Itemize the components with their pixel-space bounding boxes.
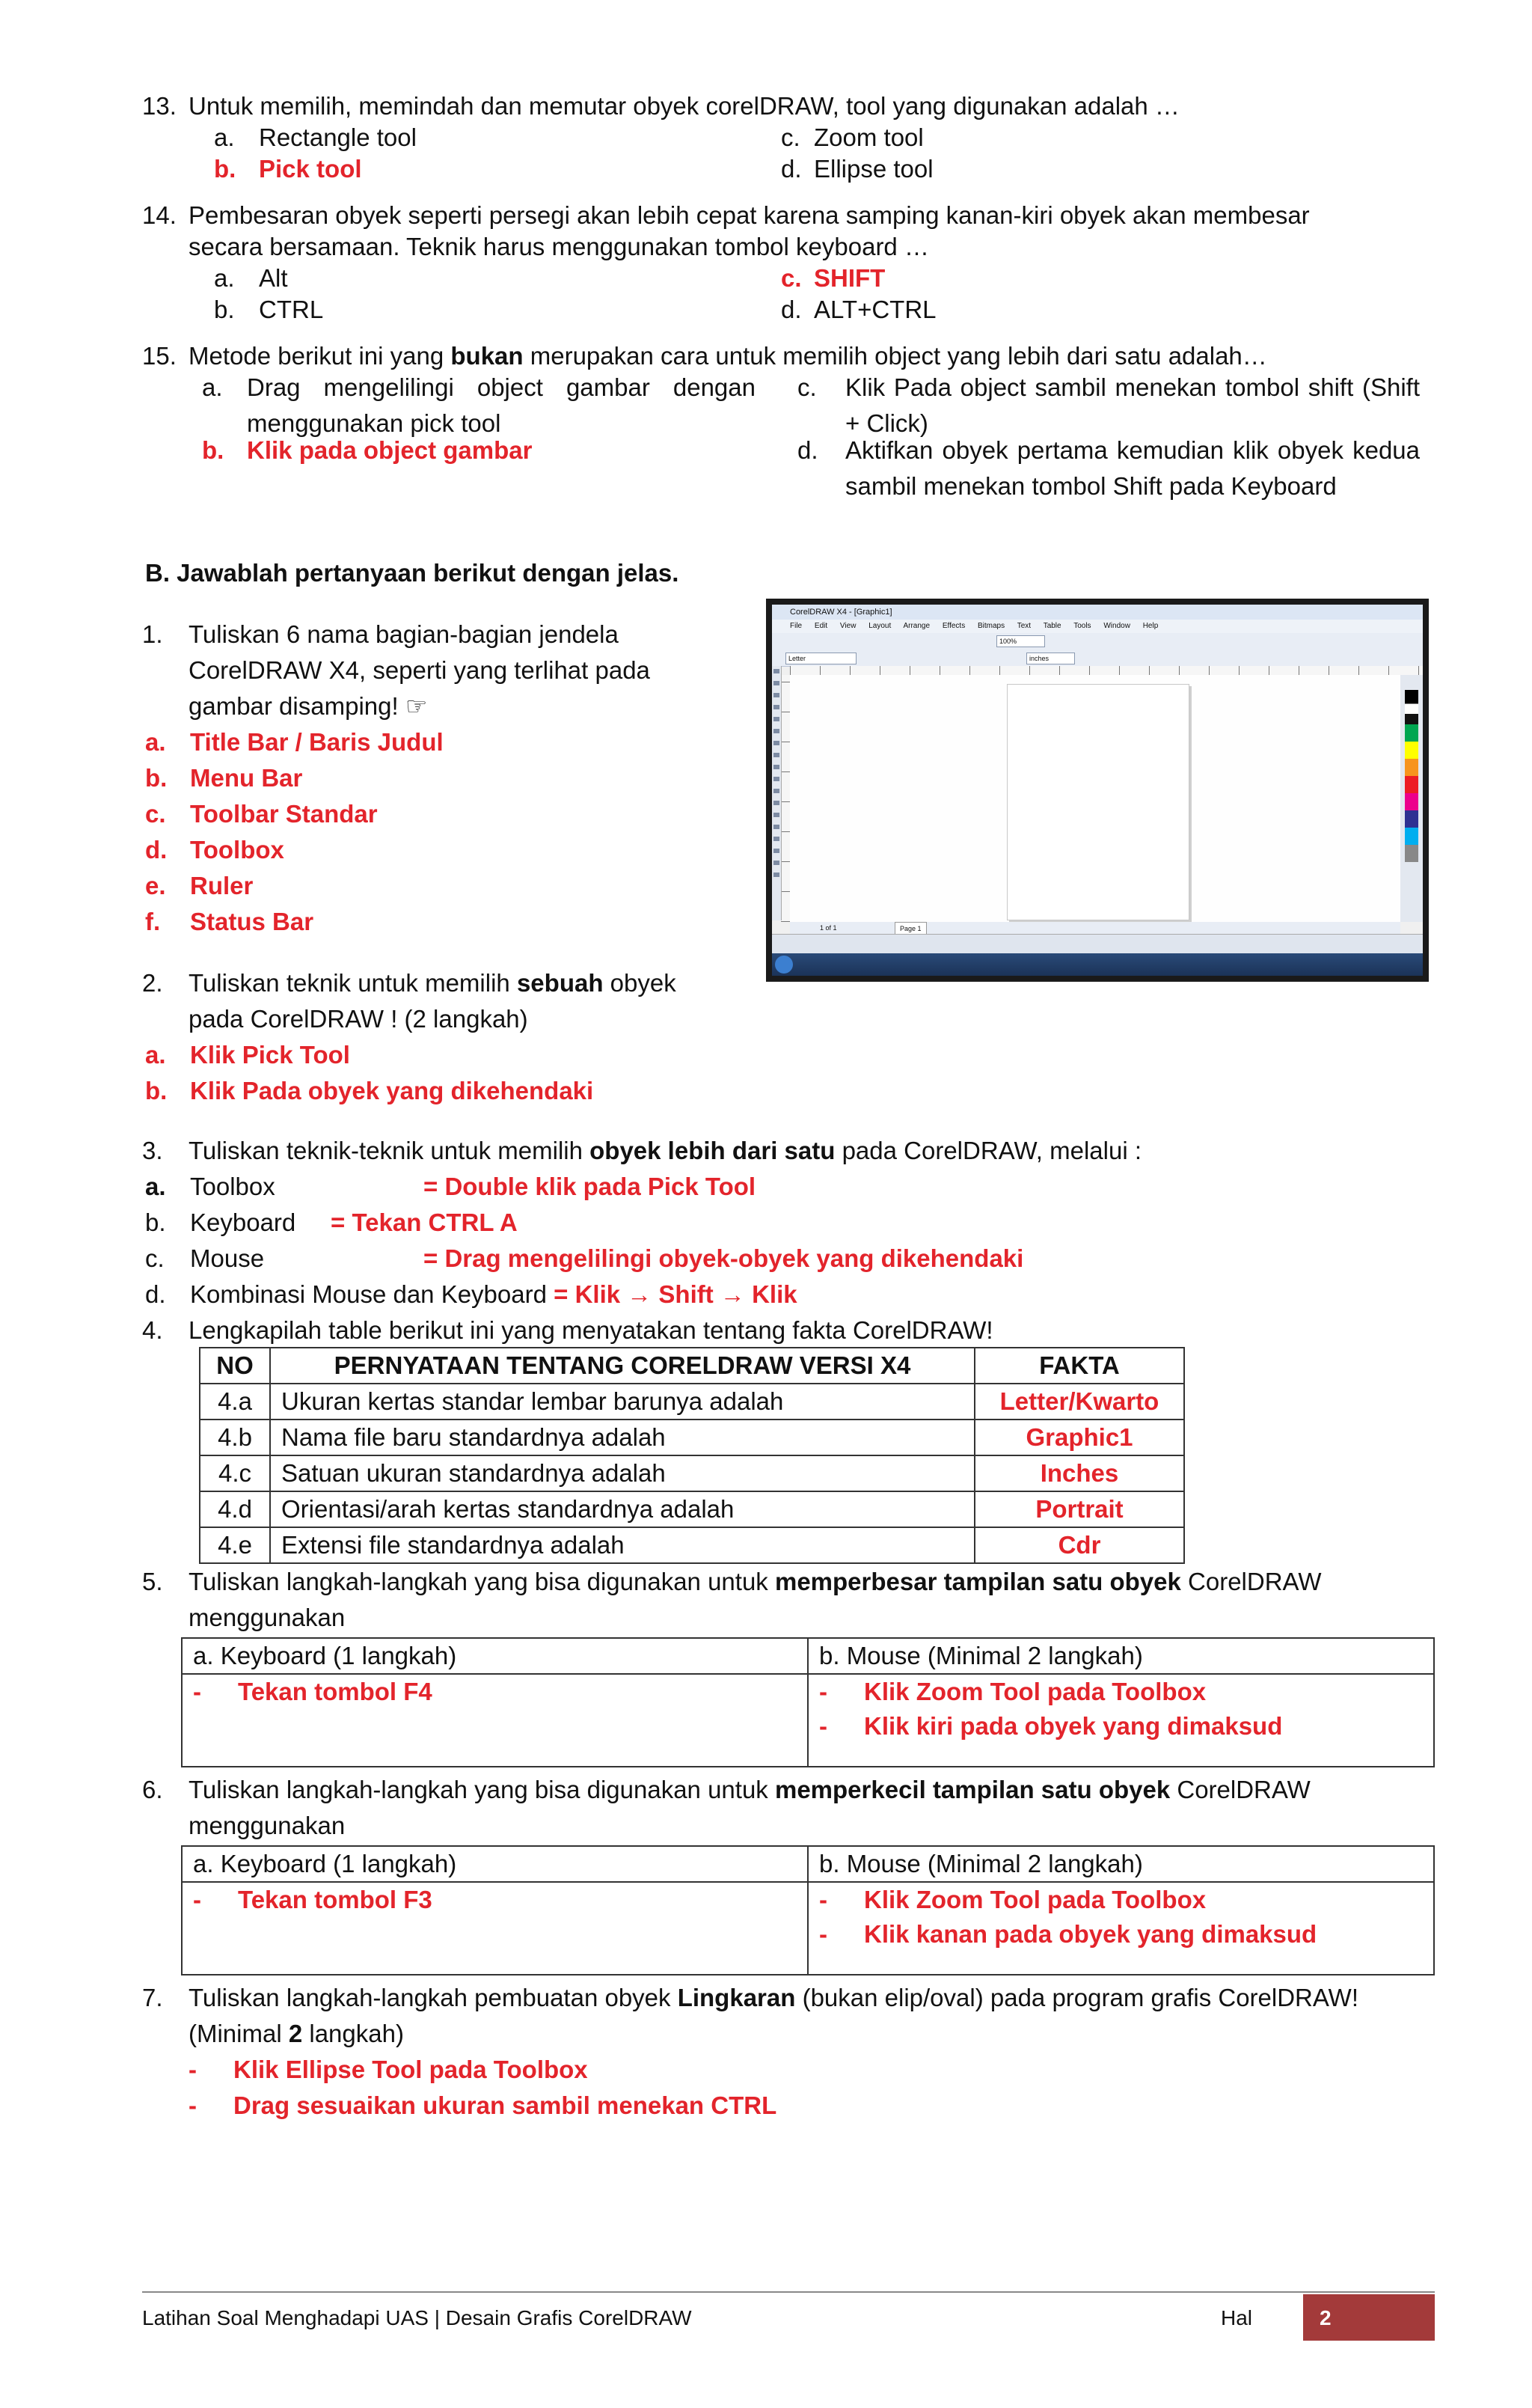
option-text: Pick tool	[259, 155, 362, 183]
option-text: SHIFT	[814, 264, 886, 292]
text-bold: bukan	[450, 342, 524, 370]
answer-text: Klik Pada obyek yang dikehendaki	[190, 1077, 594, 1104]
row-fact: Inches	[975, 1455, 1184, 1491]
item-text: Toolbox	[190, 1173, 275, 1200]
mouse-steps	[808, 1882, 1434, 1975]
text-run: langkah)	[302, 2020, 404, 2047]
question-text-line2: pada CorelDRAW ! (2 langkah)	[189, 1005, 528, 1033]
text-run: (bukan elip/oval) pada program grafis CorelDRAW!	[795, 1984, 1358, 2011]
step	[193, 1675, 797, 1709]
header-statement: PERNYATAAN TENTANG CORELDRAW VERSI X4	[270, 1348, 975, 1384]
answer-item	[145, 868, 444, 904]
keyboard-steps	[182, 1674, 808, 1767]
text-run: Tuliskan langkah-langkah pembuatan obyek	[189, 1984, 678, 2011]
answer-item	[145, 760, 444, 796]
row-fact: Graphic1	[975, 1420, 1184, 1455]
mouse-steps	[808, 1674, 1434, 1767]
header-mouse: b. Mouse (Minimal 2 langkah)	[808, 1846, 1434, 1882]
step	[819, 1675, 1423, 1709]
table-header-row	[182, 1846, 1434, 1882]
table-header-row	[182, 1638, 1434, 1674]
units-select[interactable]: inches	[1026, 653, 1075, 664]
question-text-line1	[189, 1772, 1445, 1808]
step-dash: -	[193, 1678, 201, 1705]
item-answer: = Klik → Shift → Klik	[554, 1280, 797, 1308]
text-run: (Minimal	[189, 2020, 289, 2047]
step-1	[189, 2052, 588, 2088]
item-answer: = Drag mengelilingi obyek-obyek yang dikehendaki	[423, 1244, 1024, 1272]
row-fact: Cdr	[975, 1527, 1184, 1563]
toolbox	[772, 666, 782, 920]
header-no: NO	[200, 1348, 270, 1384]
screenshot-window	[772, 605, 1423, 976]
answer-b	[145, 1073, 593, 1109]
title-bar	[772, 605, 1423, 620]
row-no: 4.d	[200, 1491, 270, 1527]
question-text	[189, 338, 1445, 374]
step-text: Tekan tombol F3	[238, 1886, 432, 1913]
menu-item[interactable]: Table	[1043, 622, 1061, 630]
option-label: a.	[202, 373, 223, 401]
answer-label: f.	[145, 908, 161, 935]
option-text: Ellipse tool	[814, 155, 934, 183]
text-run: Tuliskan langkah-langkah yang bisa digunakan untuk	[189, 1568, 775, 1595]
option-b-answer	[214, 151, 362, 187]
step-dash: -	[819, 1678, 827, 1705]
page-sheet	[1007, 684, 1189, 920]
header-keyboard: a. Keyboard (1 langkah)	[182, 1846, 808, 1882]
option-d	[781, 151, 934, 187]
question-text: Lengkapilah table berikut ini yang menyatakan tentang fakta CorelDRAW!	[189, 1316, 993, 1344]
option-text: ALT+CTRL	[814, 296, 937, 323]
page-navigator	[790, 922, 1400, 934]
method-keyboard	[145, 1205, 518, 1241]
color-palette	[1400, 675, 1423, 922]
row-fact: Letter/Kwarto	[975, 1384, 1184, 1420]
answer-label: a.	[145, 728, 166, 756]
item-label: d.	[145, 1280, 166, 1308]
step-dash: -	[819, 1712, 827, 1740]
question-text-line2	[189, 2016, 404, 2052]
step-dash: -	[189, 2091, 197, 2119]
facts-table	[199, 1347, 1185, 1564]
text-run: pada CorelDRAW, melalui :	[835, 1137, 1142, 1164]
row-no: 4.c	[200, 1455, 270, 1491]
option-text: Zoom tool	[814, 123, 924, 151]
item-label: a.	[145, 1173, 166, 1200]
answer-item	[145, 724, 444, 760]
question-text: Untuk memilih, memindah dan memutar obyek corelDRAW, tool yang digunakan adalah …	[189, 92, 1180, 120]
answer-text: Title Bar / Baris Judul	[190, 728, 444, 756]
option-text: Klik pada object gambar	[247, 436, 533, 464]
menu-item[interactable]: Edit	[814, 622, 828, 630]
answer-item	[145, 796, 444, 832]
table-row	[200, 1455, 1184, 1491]
option-label: b.	[202, 436, 224, 464]
question-number: 7.	[142, 1984, 163, 2011]
item-text: Kombinasi Mouse dan Keyboard	[190, 1280, 547, 1308]
option-b	[214, 292, 323, 328]
answer-text: Ruler	[190, 872, 254, 899]
answer-label: b.	[145, 764, 168, 792]
menu-item[interactable]: Effects	[942, 622, 966, 630]
option-label: c.	[781, 123, 800, 151]
answer-list	[145, 724, 444, 940]
option-label: a.	[214, 123, 235, 151]
text-bold: Lingkaran	[677, 1984, 796, 2011]
page-tab[interactable]: Page 1	[895, 922, 927, 935]
answer-item	[145, 832, 444, 868]
windows-taskbar	[772, 953, 1423, 976]
question-text-line1: Pembesaran obyek seperti persegi akan lebih cepat karena samping kanan-kiri obyek akan membesar	[189, 201, 1310, 229]
option-label: c.	[781, 264, 802, 292]
paper-size-select[interactable]: Letter	[785, 653, 857, 664]
option-text: Rectangle tool	[259, 123, 417, 151]
row-no: 4.e	[200, 1527, 270, 1563]
step-text: Klik kiri pada obyek yang dimaksud	[864, 1712, 1283, 1740]
answer-label: c.	[145, 800, 166, 828]
option-label: b.	[214, 155, 236, 183]
question-number: 5.	[142, 1568, 163, 1595]
item-answer: = Double klik pada Pick Tool	[423, 1173, 756, 1200]
option-label: a.	[214, 264, 235, 292]
text-run: Tuliskan teknik-teknik untuk memilih	[189, 1137, 590, 1164]
step-dash: -	[193, 1886, 201, 1913]
step	[819, 1709, 1423, 1744]
row-statement: Nama file baru standardnya adalah	[270, 1420, 975, 1455]
menu-item[interactable]: Text	[1017, 622, 1032, 630]
table-row	[200, 1491, 1184, 1527]
page-counter: 1 of 1	[820, 924, 837, 932]
answer-text: Status Bar	[190, 908, 314, 935]
answer-label: b.	[145, 1077, 168, 1104]
row-no: 4.b	[200, 1420, 270, 1455]
answer-label: a.	[145, 1041, 166, 1069]
question-text	[189, 1133, 1445, 1169]
palette-swatches[interactable]	[1405, 690, 1418, 862]
option-c	[781, 120, 924, 156]
footer-title: Latihan Soal Menghadapi UAS | Desain Grafis CorelDRAW	[142, 2306, 692, 2329]
answer-item	[145, 904, 444, 940]
option-label: d.	[781, 155, 802, 183]
row-statement: Orientasi/arah kertas standardnya adalah	[270, 1491, 975, 1527]
question-text-line2: CorelDRAW X4, seperti yang terlihat pada	[189, 656, 650, 684]
page-number: 2	[1320, 2306, 1332, 2329]
text-run: CorelDRAW	[1170, 1776, 1311, 1803]
step-dash: -	[819, 1920, 827, 1948]
option-label: d.	[781, 296, 802, 323]
step	[193, 1883, 797, 1917]
text-run: merupakan cara untuk memilih object yang lebih dari satu adalah…	[523, 342, 1267, 370]
menu-item[interactable]: Window	[1103, 622, 1130, 630]
option-label: b.	[214, 296, 235, 323]
question-text-line1	[189, 1564, 1445, 1600]
item-text: Mouse	[190, 1244, 265, 1272]
answer-text: Menu Bar	[190, 764, 303, 792]
step-dash: -	[189, 2056, 197, 2083]
step-dash: -	[819, 1886, 827, 1913]
step-text: Klik kanan pada obyek yang dimaksud	[864, 1920, 1317, 1948]
zoom-select[interactable]: 100%	[996, 635, 1045, 647]
option-d	[797, 433, 1420, 504]
status-bar	[772, 934, 1423, 954]
option-text: Aktifkan obyek pertama kemudian klik obyek kedua sambil menekan tombol Shift pada Keyboard	[845, 436, 1420, 500]
drawing-area	[790, 675, 1400, 922]
question-text-line3: gambar disamping! ☞	[189, 692, 428, 720]
step	[819, 1917, 1423, 1952]
option-label: d.	[797, 436, 818, 464]
question-number: 6.	[142, 1776, 163, 1803]
option-text: Alt	[259, 264, 288, 292]
option-text: Drag mengelilingi object gambar dengan menggunakan pick tool	[247, 373, 756, 437]
step-text: Klik Zoom Tool pada Toolbox	[864, 1678, 1207, 1705]
question-text-line1: Tuliskan 6 nama bagian-bagian jendela	[189, 620, 619, 648]
menu-item[interactable]: File	[790, 622, 803, 630]
option-text: CTRL	[259, 296, 324, 323]
zoom-in-steps-table	[181, 1637, 1435, 1767]
standard-toolbar	[772, 633, 1423, 650]
question-text-line2: secara bersamaan. Teknik harus menggunakan tombol keyboard …	[189, 233, 929, 260]
option-label: c.	[797, 373, 817, 401]
table-row	[200, 1420, 1184, 1455]
toolbox-icons	[773, 669, 779, 878]
menu-bar	[772, 620, 1423, 633]
question-text-line2: menggunakan	[189, 1604, 346, 1631]
option-text: Klik Pada object sambil menekan tombol shift (Shift + Click)	[845, 373, 1420, 437]
table-row	[182, 1674, 1434, 1767]
answer-text: Toolbar Standar	[190, 800, 378, 828]
question-text-line2: menggunakan	[189, 1812, 346, 1839]
footer-divider	[142, 2291, 1435, 2293]
item-text: Keyboard	[190, 1208, 296, 1236]
text-bold: 2	[288, 2020, 303, 2047]
step-text: Klik Zoom Tool pada Toolbox	[864, 1886, 1207, 1913]
answer-text: Toolbox	[190, 836, 284, 864]
method-combination	[145, 1277, 797, 1313]
text-bold: memperkecil tampilan satu obyek	[774, 1776, 1171, 1803]
table-row	[200, 1527, 1184, 1563]
property-bar	[772, 650, 1423, 667]
question-number: 2.	[142, 969, 163, 997]
method-mouse	[145, 1241, 1024, 1277]
answer-label: e.	[145, 872, 166, 899]
text-bold: memperbesar tampilan satu obyek	[774, 1568, 1181, 1595]
answer-label: d.	[145, 836, 168, 864]
table-header-row	[200, 1348, 1184, 1384]
step-text: Drag sesuaikan ukuran sambil menekan CTRL	[233, 2091, 777, 2119]
section-heading: B. Jawablah pertanyaan berikut dengan jelas.	[145, 559, 679, 587]
row-statement: Extensi file standardnya adalah	[270, 1527, 975, 1563]
menu-item[interactable]: Arrange	[903, 622, 931, 630]
item-label: c.	[145, 1244, 165, 1272]
option-c	[797, 370, 1420, 441]
menu-item[interactable]: Bitmaps	[978, 622, 1005, 630]
menu-item[interactable]: Layout	[868, 622, 892, 630]
option-b-answer	[202, 433, 532, 468]
question-number: 3.	[142, 1137, 163, 1164]
question-number: 13.	[142, 92, 177, 120]
answer-text: Klik Pick Tool	[190, 1041, 350, 1069]
question-number: 4.	[142, 1316, 163, 1344]
text-run: obyek	[603, 969, 676, 997]
step-2	[189, 2088, 776, 2124]
keyboard-steps	[182, 1882, 808, 1975]
table-row	[182, 1882, 1434, 1975]
answer-a	[145, 1037, 350, 1073]
table-row	[200, 1384, 1184, 1420]
menu-item[interactable]: View	[839, 622, 857, 630]
question-number: 1.	[142, 620, 163, 648]
text-run: Tuliskan langkah-langkah yang bisa digunakan untuk	[189, 1776, 775, 1803]
zoom-out-steps-table	[181, 1845, 1435, 1975]
menu-item[interactable]: Tools	[1073, 622, 1091, 630]
text-run: Metode berikut ini yang	[189, 342, 451, 370]
question-number: 15.	[142, 342, 177, 370]
question-text-line1	[189, 965, 787, 1001]
option-a	[214, 260, 288, 296]
text-run: Tuliskan teknik untuk memilih	[189, 969, 517, 997]
menu-item[interactable]: Help	[1142, 622, 1159, 630]
footer-hal-label: Hal	[1221, 2306, 1253, 2329]
header-keyboard: a. Keyboard (1 langkah)	[182, 1638, 808, 1674]
question-text-line1	[189, 1980, 1445, 2016]
option-d	[781, 292, 937, 328]
item-label: b.	[145, 1208, 166, 1236]
option-c-answer	[781, 260, 885, 296]
header-mouse: b. Mouse (Minimal 2 langkah)	[808, 1638, 1434, 1674]
text-run: CorelDRAW	[1180, 1568, 1322, 1595]
row-no: 4.a	[200, 1384, 270, 1420]
header-fact: FAKTA	[975, 1348, 1184, 1384]
step	[819, 1883, 1423, 1917]
item-answer: = Tekan CTRL A	[331, 1208, 518, 1236]
question-number: 14.	[142, 201, 177, 229]
option-a	[202, 370, 756, 441]
option-a	[214, 120, 417, 156]
text-bold: sebuah	[516, 969, 604, 997]
row-statement: Satuan ukuran standardnya adalah	[270, 1455, 975, 1491]
row-fact: Portrait	[975, 1491, 1184, 1527]
row-statement: Ukuran kertas standar lembar barunya adalah	[270, 1384, 975, 1420]
step-text: Tekan tombol F4	[238, 1678, 432, 1705]
window-title: CorelDRAW X4 - [Graphic1]	[790, 608, 892, 617]
text-bold: obyek lebih dari satu	[589, 1137, 836, 1164]
step-text: Klik Ellipse Tool pada Toolbox	[233, 2056, 588, 2083]
method-toolbox	[145, 1169, 756, 1205]
coreldraw-screenshot	[766, 599, 1429, 982]
